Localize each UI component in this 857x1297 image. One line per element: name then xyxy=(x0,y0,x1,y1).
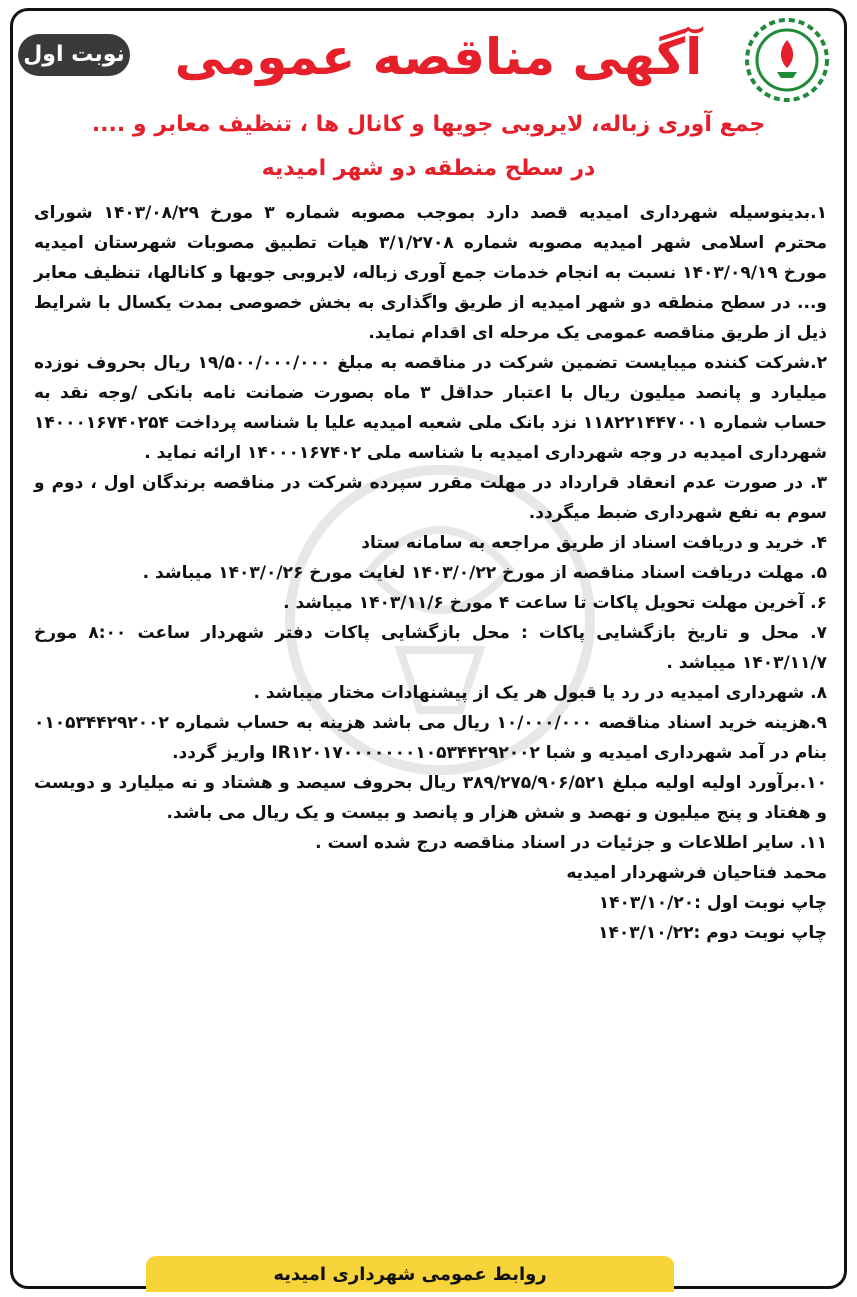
clause-9: ۹.هزینه خرید اسناد مناقصه ۱۰/۰۰۰/۰۰۰ ریال می باشد هزینه به حساب شماره ۰۱۰۵۳۴۴۲۹۲۰۰۲ بنام در آمد شهرداری امیدیه و شبا IR۱۲۰۱۷۰۰۰۰۰۰۰۱۰۵۳۴۴۲۹۲۰۰۲ واریز گردد. xyxy=(34,713,827,763)
print-date-first: چاپ نوبت اول :۱۴۰۳/۱۰/۲۰ xyxy=(598,893,827,913)
notice-subtitle-line1: جمع آوری زباله، لایروبی جویها و کانال ها ، تنظیف معابر و .... xyxy=(91,112,766,137)
notice-body xyxy=(34,198,827,948)
clause-10: ۱۰.برآورد اولیه اولیه مبلغ ۳۸۹/۲۷۵/۹۰۶/۵۲۱ ریال بحروف سیصد و هشتاد و نه میلیارد و دویست و هفتاد و پنج میلیون و نهصد و شش هزار و پانصد و بیست و یک ریال می باشد. xyxy=(34,773,827,823)
print-date-second: چاپ نوبت دوم :۱۴۰۳/۱۰/۲۲ xyxy=(598,923,827,943)
clause-1: ۱.بدینوسیله شهرداری امیدیه قصد دارد بموجب مصوبه شماره ۳ مورخ ۱۴۰۳/۰۸/۲۹ شورای محترم اسلامی شهر امیدیه مصوبه شماره ۳/۱/۲۷۰۸ هیات تطبیق مصوبات شهرستان امیدیه مورخ ۱۴۰۳/۰۹/۱۹ نسبت به انجام خدمات جمع آوری زباله، لایروبی جویها و کانالها، تنظیف معابر و... در سطح منطقه دو شهر امیدیه از طریق واگذاری به بخش خصوصی بمدت یکسال با شرایط ذیل از طریق مناقصه عمومی یک مرحله ای اقدام نماید. xyxy=(34,203,828,343)
clause-8: ۸. شهرداری امیدیه در رد یا قبول هر یک از پیشنهادات مختار میباشد . xyxy=(253,683,827,703)
clause-5: ۵. مهلت دریافت اسناد مناقصه از مورخ ۱۴۰۳/۰/۲۲ لغایت مورخ ۱۴۰۳/۰/۲۶ میباشد . xyxy=(142,563,827,583)
signature: محمد فتاحیان فرشهردار امیدیه xyxy=(566,863,827,883)
round-badge: نوبت اول xyxy=(18,34,130,76)
clause-11: ۱۱. سایر اطلاعات و جزئیات در اسناد مناقصه درج شده است . xyxy=(315,833,827,853)
footer-public-relations: روابط عمومی شهرداری امیدیه xyxy=(146,1256,674,1292)
clause-6: ۶. آخرین مهلت تحویل پاکات تا ساعت ۴ مورخ ۱۴۰۳/۱۱/۶ میباشد . xyxy=(283,593,827,613)
clause-3: ۳. در صورت عدم انعقاد قرارداد در مهلت مقرر سپرده شرکت در مناقصه برندگان اول ، دوم و سوم به نفع شهرداری ضبط میگردد. xyxy=(34,473,827,523)
notice-title: آگهی مناقصه عمومی xyxy=(174,28,703,86)
clause-4: ۴. خرید و دریافت اسناد از طریق مراجعه به سامانه ستاد xyxy=(361,533,827,553)
clause-2: ۲.شرکت کننده میبایست تضمین شرکت در مناقصه به مبلغ ۱۹/۵۰۰/۰۰۰/۰۰۰ ریال بحروف نوزده میلیارد و پانصد میلیون ریال با اعتبار حداقل ۳ ماه بصورت ضمانت نامه بانکی /وجه نقد به حساب شماره ۱۱۸۲۲۱۴۴۷۰۰۱ نزد بانک ملی شعبه امیدیه علیا با شناسه پرداخت ۱۴۰۰۰۱۶۷۴۰۲۵۴ شهرداری امیدیه در وجه شهرداری امیدیه با شناسه ملی ۱۴۰۰۰۱۶۷۴۰۲ ارائه نماید . xyxy=(34,353,827,463)
municipality-logo-icon xyxy=(741,14,833,106)
clause-7: ۷. محل و تاریخ بازگشایی پاکات : محل بازگشایی پاکات دفتر شهردار ساعت ۸:۰۰ مورخ ۱۴۰۳/۱۱/۷ میباشد . xyxy=(34,623,828,673)
notice-subtitle-line2: در سطح منطقه دو شهر امیدیه xyxy=(261,156,596,181)
